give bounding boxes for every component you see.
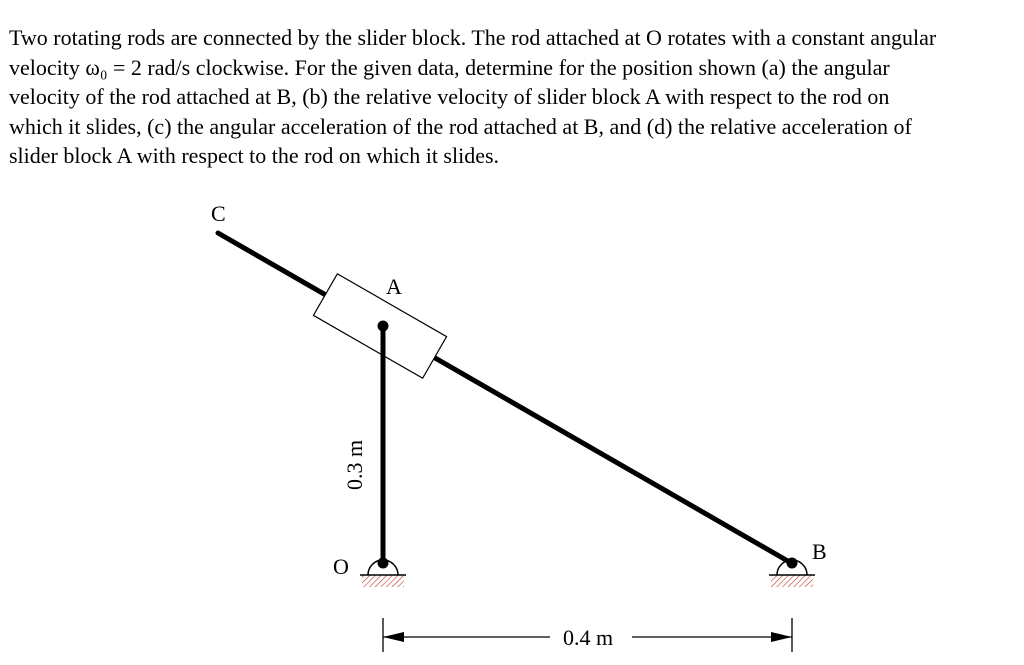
- problem-line-4: which it slides, (c) the angular acceleration of the rod attached at B, and (d) the relative acceleration of: [9, 113, 912, 139]
- problem-line-1: Two rotating rods are connected by the slider block. The rod attached at O rotates with a constant angular: [9, 25, 937, 50]
- problem-line-2: velocity ω₀ = 2 rad/s clockwise. For the given data, determine for the position shown (a) the angular: [9, 54, 890, 80]
- support-b: [769, 558, 815, 588]
- label-o: O: [333, 554, 349, 579]
- dimension-height-label: 0.3 m: [342, 439, 367, 490]
- problem-line-3: velocity of the rod attached at B, (b) the relative velocity of slider block A with respect to the rod on: [9, 84, 890, 109]
- rod-cb: [218, 233, 793, 564]
- label-c: C: [211, 201, 226, 226]
- label-a: A: [386, 274, 402, 299]
- support-o: [360, 558, 406, 588]
- label-b: B: [812, 539, 827, 564]
- dimension-width-label: 0.4 m: [563, 625, 614, 650]
- problem-line-5: slider block A with respect to the rod on which it slides.: [9, 143, 500, 168]
- pin-a: [378, 321, 389, 332]
